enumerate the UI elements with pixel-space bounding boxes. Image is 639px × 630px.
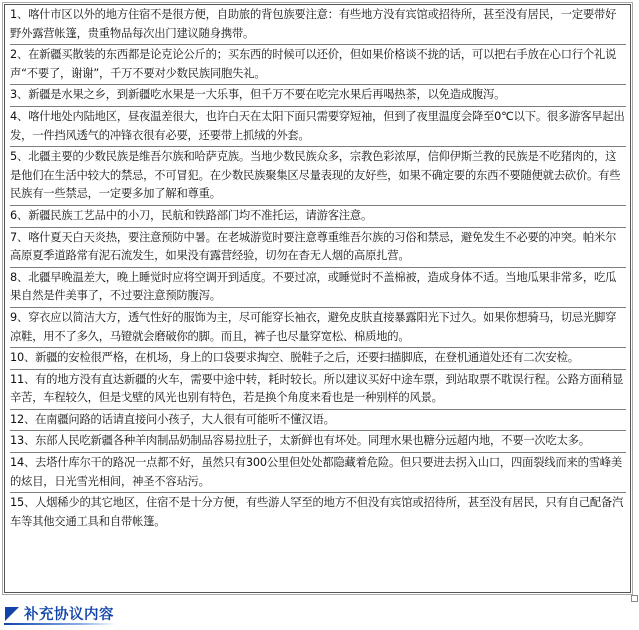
heading-underline [4,623,116,625]
travel-notice-box [4,4,631,593]
triangle-arrow-icon [4,605,20,621]
supplement-section-heading[interactable] [4,602,114,624]
notice-item: 11、有的地方没有直达新疆的火车，需要中途中转，耗时较长。所以建议买好中途车票，到站取票不耽误行程。公路方面稍显辛苦，车程较久，但是戈壁的风光也别有特色，若是换个角度来看也是一种别样的风景。 [10,370,626,410]
notice-item: 10、新疆的安检很严格，在机场，身上的口袋要求掏空、脱鞋子之后，还要扫描脚底，在登机通道处还有二次安检。 [10,348,626,370]
notice-item: 1、喀什市区以外的地方住宿不是很方便，自助旅的背包族要注意：有些地方没有宾馆或招待所，甚至没有居民，一定要带好野外露营帐篷，贵重物品每次出门建议随身携带。 [10,5,626,45]
notice-item: 8、北疆早晚温差大，晚上睡觉时应将空调开到适度。不要过凉，或睡觉时不盖棉被，造成身体不适。当地瓜果非常多，吃瓜果自然是件美事了，不过要注意预防腹泻。 [10,268,626,308]
notice-item: 2、在新疆买散装的东西都是论克论公斤的；买东西的时候可以还价，但如果价格谈不拢的话，可以把右手放在心口行个礼说声“不要了，谢谢”，千万不要对少数民族同胞失礼。 [10,45,626,85]
notice-item: 15、人烟稀少的其它地区，住宿不是十分方便，有些游人罕至的地方不但没有宾馆或招待所，甚至没有居民，只有自己配备汽车等其他交通工具和自带帐篷。 [10,496,624,528]
notice-item: 3、新疆是水果之乡，到新疆吃水果是一大乐事，但千万不要在吃完水果后再喝热茶，以免造成腹泻。 [10,85,626,107]
notice-item: 14、去塔什库尔干的路况一点都不好，虽然只有300公里但处处都隐藏着危险。但只要进去拐入山口，四面裂线而来的雪峰美的炫目，日光雪光相间，神圣不容玷污。 [10,453,626,493]
travel-notice-list [5,5,630,532]
notice-item: 6、新疆民族工艺品中的小刀，民航和铁路部门均不准托运，请游客注意。 [10,206,626,228]
notice-item: 5、北疆主要的少数民族是维吾尔族和哈萨克族。当地少数民族众多，宗教色彩浓厚，信仰伊斯兰教的民族是不吃猪肉的，这是他们在生活中较大的禁忌，不可冒犯。在少数民族聚集区尽量表现的友好些，如果不确定要的东西不要随便就去砍价。有些民族有一些禁忌，一定要多加了解和尊重。 [10,147,626,206]
notice-item: 4、喀什地处内陆地区，昼夜温差很大，也许白天在太阳下面只需要穿短袖，但到了夜里温度会降至0℃以下。很多游客早起出发，一件挡风透气的冲锋衣很有必要，还要带上抓绒的外套。 [10,107,626,147]
notice-item: 7、喀什夏天白天炎热，要注意预防中暑。在老城游览时要注意尊重维吾尔族的习俗和禁忌，避免发生不必要的冲突。帕米尔高原夏季道路常有泥石流发生，如果没有露营经验，切勿在杳无人烟的高原扎营。 [10,228,626,268]
notice-item: 9、穿衣应以简洁大方，透气性好的服饰为主，尽可能穿长袖衣，避免皮肤直接暴露阳光下过久。如果你想骑马，切忌光脚穿凉鞋，用不了多久，马镫就会磨破你的脚。而且，裤子也尽量穿宽松、棉质地的。 [10,308,626,348]
notice-item: 13、东部人民吃新疆各种羊肉制品奶制品容易拉肚子，太新鲜也有坏处。同理水果也糖分远超内地，不要一次吃太多。 [10,431,626,453]
resize-handle[interactable] [631,595,638,602]
notice-item: 12、在南疆问路的话请直接问小孩子，大人很有可能听不懂汉语。 [10,410,626,432]
supplement-title: 补充协议内容 [24,606,114,623]
